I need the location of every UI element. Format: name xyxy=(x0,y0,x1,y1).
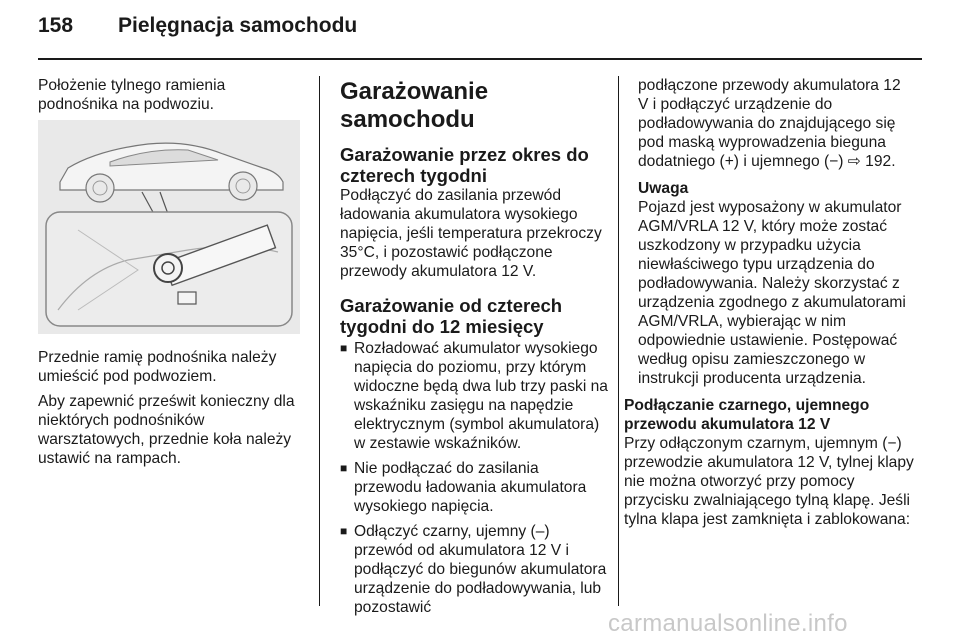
paragraph-ramps: Aby zapewnić prześwit konieczny dla niektórych podnośników warsztatowych, przednie koła należy ustawić na rampach. xyxy=(38,393,295,467)
paragraph-4-weeks: Podłączyć do zasilania przewód ładowania akumulatora wysokiego napięcia, jeśli temperatura przekroczy 35°C, i pozostawić podłączone przewody akumulatora 12 V. xyxy=(340,187,602,280)
bullet-icon: ■ xyxy=(340,461,348,475)
paragraph-negative-cable: Przy odłączonym czarnym, ujemnym (−) przewodzie akumulatora 12 V, tylnej klapy nie można otworzyć przy pomocy przycisku zwalniającego tylną klapę. Jeśli tylna klapa jest zamknięta i zablokowana: xyxy=(624,435,914,528)
bullet-continuation: podłączone przewody akumulatora 12 V i podłączyć urządzenie do podładowywania do znajdującego się pod maską wyprowadzenia bieguna dodatniego (+) i ujemnego (−) ⇨ 192. xyxy=(638,77,901,170)
subsection-title-negative-cable: Podłączanie czarnego, ujemnego przewodu akumulatora 12 V xyxy=(624,397,870,433)
column-right xyxy=(624,76,914,535)
list-item: ■ Nie podłączać do zasilania przewodu ładowania akumulatora wysokiego napięcia. xyxy=(340,460,587,515)
page-header xyxy=(38,14,922,44)
column-divider xyxy=(319,76,320,606)
bullet-icon: ■ xyxy=(340,341,348,355)
header-rule xyxy=(38,58,922,60)
page-title: Pielęgnacja samochodu xyxy=(118,14,358,37)
note-box xyxy=(624,179,914,388)
figure-caption: Położenie tylnego ramienia podnośnika na podwoziu. xyxy=(38,77,226,113)
lift-point-illustration xyxy=(38,120,300,334)
bullet-list xyxy=(340,339,608,617)
column-middle xyxy=(340,76,608,623)
car-lift-arm-illustration xyxy=(38,120,300,334)
list-item: ■ Rozładować akumulator wysokiego napięcia do poziomu, przy którym widoczne będą dwa lub trzy paski na wskaźniku zasięgu na napędzie elektrycznym (symbol akumulatora) w zestawie wskaźników. xyxy=(340,340,608,452)
note-title: Uwaga xyxy=(638,180,689,197)
column-left xyxy=(38,76,306,474)
paragraph-front-arm: Przednie ramię podnośnika należy umieścić pod podwoziem. xyxy=(38,349,277,385)
column-divider xyxy=(618,76,619,606)
watermark: carmanualsonline.info xyxy=(608,610,848,637)
section-title: Garażowanie samochodu xyxy=(340,78,489,133)
page-number: 158 xyxy=(38,14,74,37)
bullet-icon: ■ xyxy=(340,524,348,538)
subsection-title-12-months: Garażowanie od czterech tygodni do 12 miesięcy xyxy=(340,295,563,337)
list-item: ■ Odłączyć czarny, ujemny (–) przewód od akumulatora 12 V i podłączyć do biegunów akumulatora urządzenie do podładowywania, lub pozostawić xyxy=(340,523,607,616)
note-text: Pojazd jest wyposażony w akumulator AGM/VRLA 12 V, który może zostać uszkodzony w przypadku użycia niewłaściwego typu urządzenia do podładowywania. Należy skorzystać z urządzenia zgodnego z akumulatorami AGM/VRLA, wybierając w nim odpowiednie ustawienie. Postępować według opisu zamieszczonego w instrukcji producenta urządzenia. xyxy=(638,199,906,387)
subsection-title-4-weeks: Garażowanie przez okres do czterech tygodni xyxy=(340,144,589,186)
